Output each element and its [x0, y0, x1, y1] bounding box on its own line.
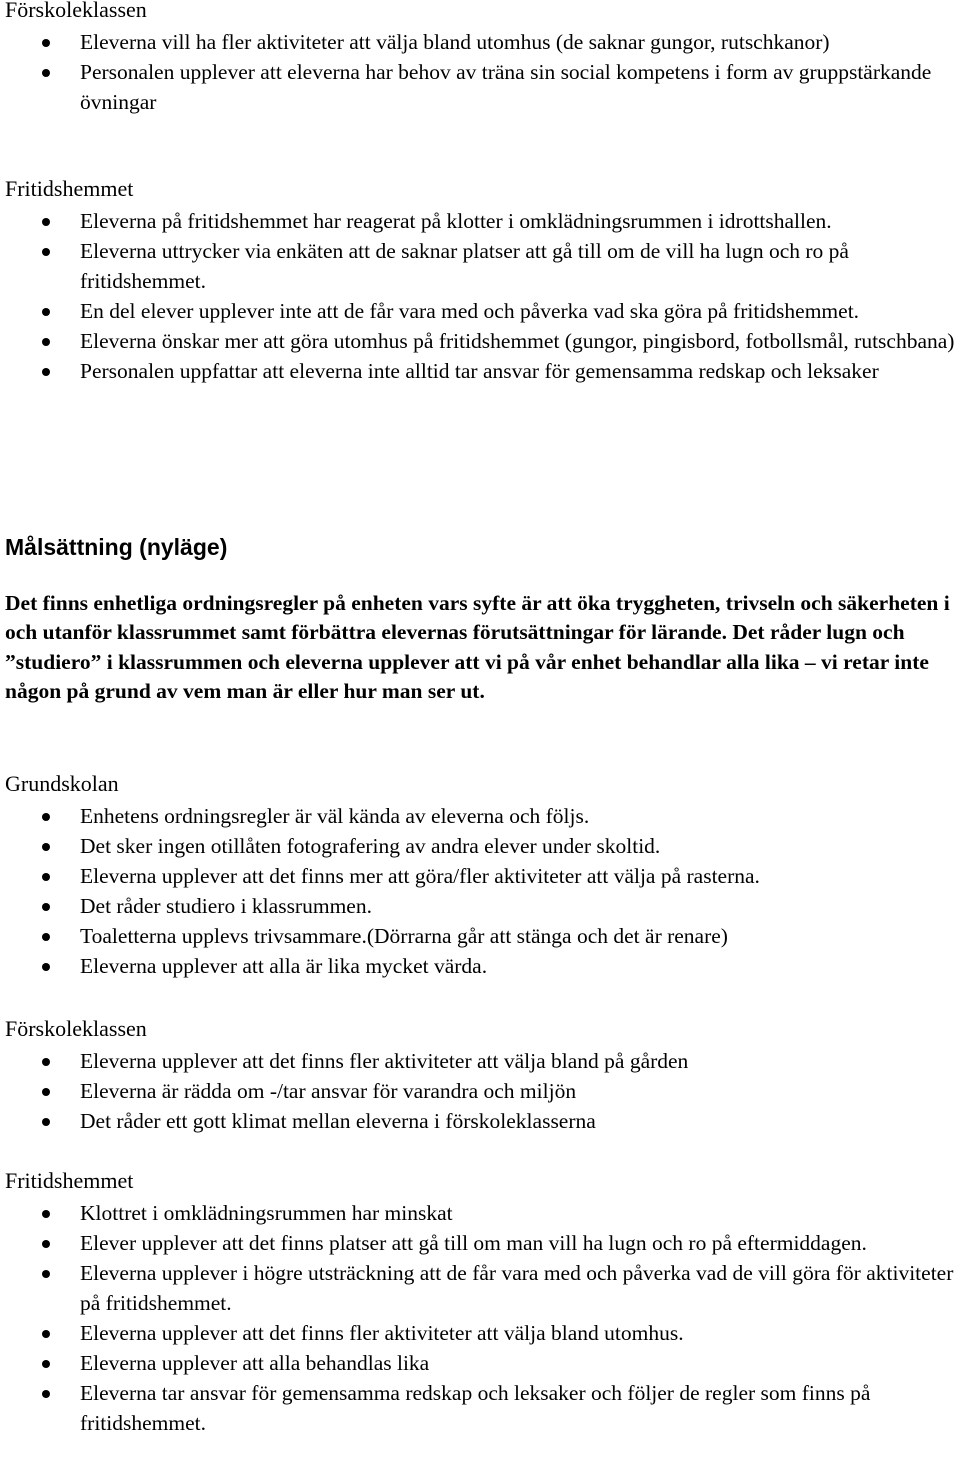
list-item: Eleverna upplever att alla är lika mycket värda. [0, 951, 960, 981]
bullet-icon [42, 903, 50, 911]
bullet-icon [42, 1270, 50, 1278]
bullet-icon [42, 1390, 50, 1398]
bullet-list-forskoleklassen [0, 27, 960, 117]
bullet-icon [42, 813, 50, 821]
bullet-icon [42, 248, 50, 256]
list-item: Det sker ingen otillåten fotografering av andra elever under skoltid. [0, 831, 960, 861]
bullet-icon [42, 1058, 50, 1066]
section-heading-forskoleklassen: Förskoleklassen [5, 0, 147, 22]
list-item: Eleverna är rädda om -/tar ansvar för varandra och miljön [0, 1076, 960, 1106]
list-item: Eleverna upplever att det finns mer att göra/fler aktiviteter att välja på rasterna. [0, 861, 960, 891]
list-item: Eleverna uttrycker via enkäten att de saknar platser att gå till om de vill ha lugn och ro på fritidshemmet. [0, 236, 960, 296]
section-heading-fritidshemmet: Fritidshemmet [5, 176, 134, 201]
bullet-icon [42, 1330, 50, 1338]
goal-heading-fritidshemmet: Fritidshemmet [5, 1168, 134, 1193]
bullet-icon [42, 368, 50, 376]
goal-heading: Målsättning (nyläge) [5, 534, 228, 560]
list-item: Personalen upplever att eleverna har behov av träna sin social kompetens i form av gruppstärkande övningar [0, 57, 960, 117]
list-item: Elever upplever att det finns platser att gå till om man vill ha lugn och ro på eftermiddagen. [0, 1228, 960, 1258]
list-item: Enhetens ordningsregler är väl kända av eleverna och följs. [0, 801, 960, 831]
goal-paragraph: Det finns enhetliga ordningsregler på enheten vars syfte är att öka tryggheten, trivseln och säkerheten i och utanför klassrummet samt förbättra elevernas förutsättningar för lärande. Det råder lugn och ”studiero” i klassrummen och eleverna upplever att vi på vår enhet behandlar alla lika – vi retar inte någon på grund av vem man är eller hur man ser ut. [5, 591, 950, 703]
bullet-list-grundskolan [0, 801, 960, 981]
bullet-icon [42, 1240, 50, 1248]
bullet-icon [42, 1210, 50, 1218]
list-item: Eleverna upplever att alla behandlas lika [0, 1348, 960, 1378]
bullet-icon [42, 1360, 50, 1368]
section-heading-grundskolan: Grundskolan [5, 771, 119, 796]
bullet-icon [42, 963, 50, 971]
bullet-icon [42, 843, 50, 851]
list-item: Eleverna vill ha fler aktiviteter att välja bland utomhus (de saknar gungor, rutschkanor) [0, 27, 960, 57]
goal-heading-forskoleklassen: Förskoleklassen [5, 1016, 147, 1041]
bullet-list-fritidshemmet [0, 206, 960, 386]
list-item: Det råder ett gott klimat mellan eleverna i förskoleklasserna [0, 1106, 960, 1136]
list-item: Eleverna upplever att det finns fler aktiviteter att välja bland utomhus. [0, 1318, 960, 1348]
bullet-icon [42, 218, 50, 226]
bullet-icon [42, 39, 50, 47]
list-item: Eleverna önskar mer att göra utomhus på fritidshemmet (gungor, pingisbord, fotbollsmål, rutschbana) [0, 326, 960, 356]
list-item: Det råder studiero i klassrummen. [0, 891, 960, 921]
goal-bullet-list-fritidshemmet [0, 1198, 960, 1438]
list-item: Klottret i omklädningsrummen har minskat [0, 1198, 960, 1228]
list-item: Personalen uppfattar att eleverna inte alltid tar ansvar för gemensamma redskap och leksaker [0, 356, 960, 386]
bullet-icon [42, 338, 50, 346]
bullet-icon [42, 1088, 50, 1096]
list-item: En del elever upplever inte att de får vara med och påverka vad ska göra på fritidshemmet. [0, 296, 960, 326]
bullet-icon [42, 873, 50, 881]
bullet-icon [42, 308, 50, 316]
list-item: Toaletterna upplevs trivsammare.(Dörrarna går att stänga och det är renare) [0, 921, 960, 951]
list-item: Eleverna tar ansvar för gemensamma redskap och leksaker och följer de regler som finns på fritidshemmet. [0, 1378, 960, 1438]
bullet-icon [42, 69, 50, 77]
bullet-icon [42, 933, 50, 941]
goal-bullet-list-forskoleklassen [0, 1046, 960, 1136]
bullet-icon [42, 1118, 50, 1126]
list-item: Eleverna på fritidshemmet har reagerat på klotter i omklädningsrummen i idrottshallen. [0, 206, 960, 236]
list-item: Eleverna upplever i högre utsträckning att de får vara med och påverka vad de vill göra för aktiviteter på fritidshemmet. [0, 1258, 960, 1318]
list-item: Eleverna upplever att det finns fler aktiviteter att välja bland på gården [0, 1046, 960, 1076]
